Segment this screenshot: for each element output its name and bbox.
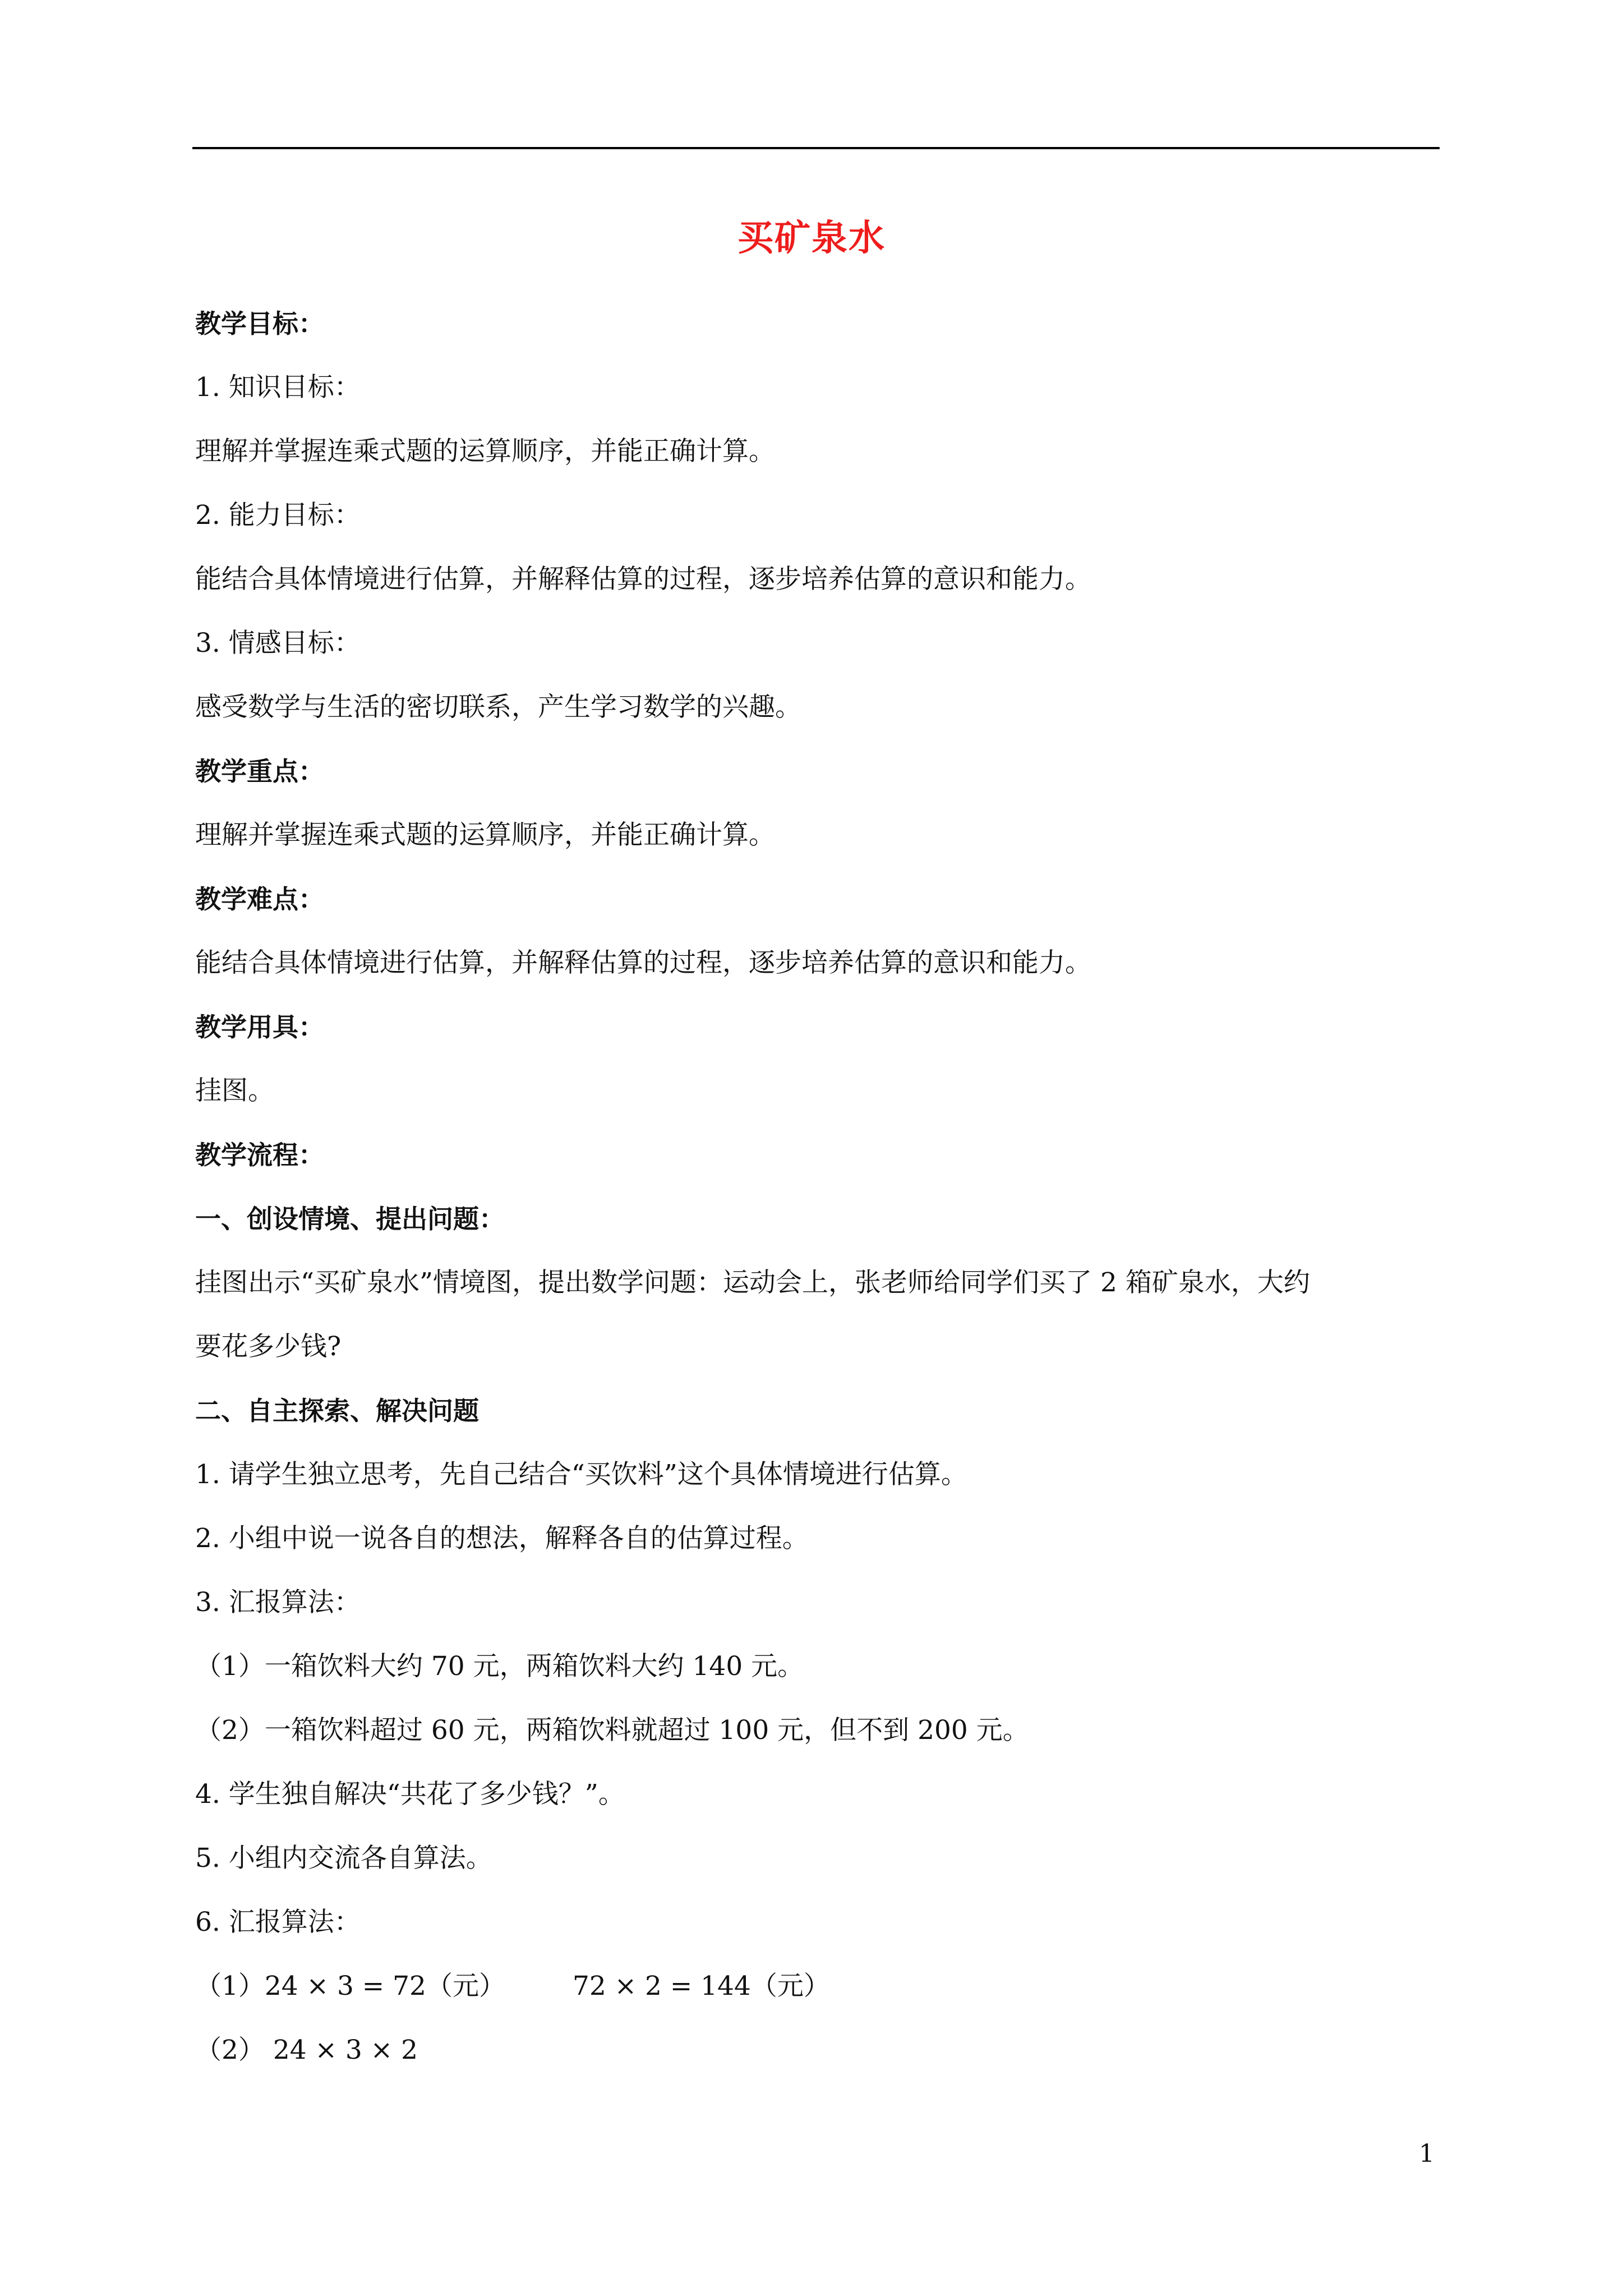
tools-text: 挂图。 bbox=[195, 1075, 274, 1106]
objective-emotion-label: 3. 情感目标： bbox=[195, 628, 361, 659]
step-one-text-line1: 挂图出示“买矿泉水”情境图，提出数学问题：运动会上，张老师给同学们买了 2 箱矿泉水，大约 bbox=[195, 1267, 1310, 1298]
step-two-item-1: 1. 请学生独立思考，先自己结合“买饮料”这个具体情境进行估算。 bbox=[195, 1459, 967, 1490]
document-body bbox=[195, 292, 1446, 2082]
estimate-method-2: （2）一箱饮料超过 60 元，两箱饮料就超过 100 元，但不到 200 元。 bbox=[195, 1715, 1029, 1746]
difficulty-text: 能结合具体情境进行估算，并解释估算的过程，逐步培养估算的意识和能力。 bbox=[195, 947, 1091, 978]
calculation-method-2: （2） 24 × 3 × 2 bbox=[195, 2035, 418, 2065]
objective-ability-label: 2. 能力目标： bbox=[195, 500, 361, 531]
step-one-heading: 一、创设情境、提出问题： bbox=[195, 1204, 505, 1234]
step-two-item-4: 4. 学生独自解决“共花了多少钱？”。 bbox=[195, 1779, 625, 1810]
step-two-item-2: 2. 小组中说一说各自的想法，解释各自的估算过程。 bbox=[195, 1523, 809, 1554]
section-heading-key-point: 教学重点： bbox=[195, 756, 324, 786]
key-point-text: 理解并掌握连乘式题的运算顺序，并能正确计算。 bbox=[195, 820, 775, 850]
section-heading-tools: 教学用具： bbox=[195, 1012, 324, 1042]
calculation-method-1-step-a: （1）24 × 3 = 72（元） bbox=[195, 1971, 505, 2001]
objective-knowledge-label: 1. 知识目标： bbox=[195, 372, 361, 403]
step-two-heading: 二、自主探索、解决问题 bbox=[195, 1396, 479, 1426]
objective-knowledge-text: 理解并掌握连乘式题的运算顺序，并能正确计算。 bbox=[195, 436, 775, 467]
calculation-method-1-step-b: 72 × 2 = 144（元） bbox=[572, 1971, 830, 2001]
step-one-text-line2: 要花多少钱? bbox=[195, 1331, 342, 1362]
step-two-item-5: 5. 小组内交流各自算法。 bbox=[195, 1843, 492, 1874]
section-heading-process: 教学流程： bbox=[195, 1140, 324, 1170]
section-heading-objectives: 教学目标： bbox=[195, 309, 324, 339]
objective-emotion-text: 感受数学与生活的密切联系，产生学习数学的兴趣。 bbox=[195, 692, 801, 723]
step-two-item-6: 6. 汇报算法： bbox=[195, 1907, 361, 1938]
objective-ability-text: 能结合具体情境进行估算，并解释估算的过程，逐步培养估算的意识和能力。 bbox=[195, 564, 1091, 595]
page-number: 1 bbox=[1419, 2139, 1435, 2168]
step-two-item-3: 3. 汇报算法： bbox=[195, 1587, 361, 1618]
section-heading-difficulty: 教学难点： bbox=[195, 884, 324, 914]
calculation-method-1 bbox=[195, 1954, 1446, 2018]
header-rule bbox=[192, 147, 1440, 149]
estimate-method-1: （1）一箱饮料大约 70 元，两箱饮料大约 140 元。 bbox=[195, 1651, 804, 1682]
document-title: 买矿泉水 bbox=[737, 218, 886, 259]
